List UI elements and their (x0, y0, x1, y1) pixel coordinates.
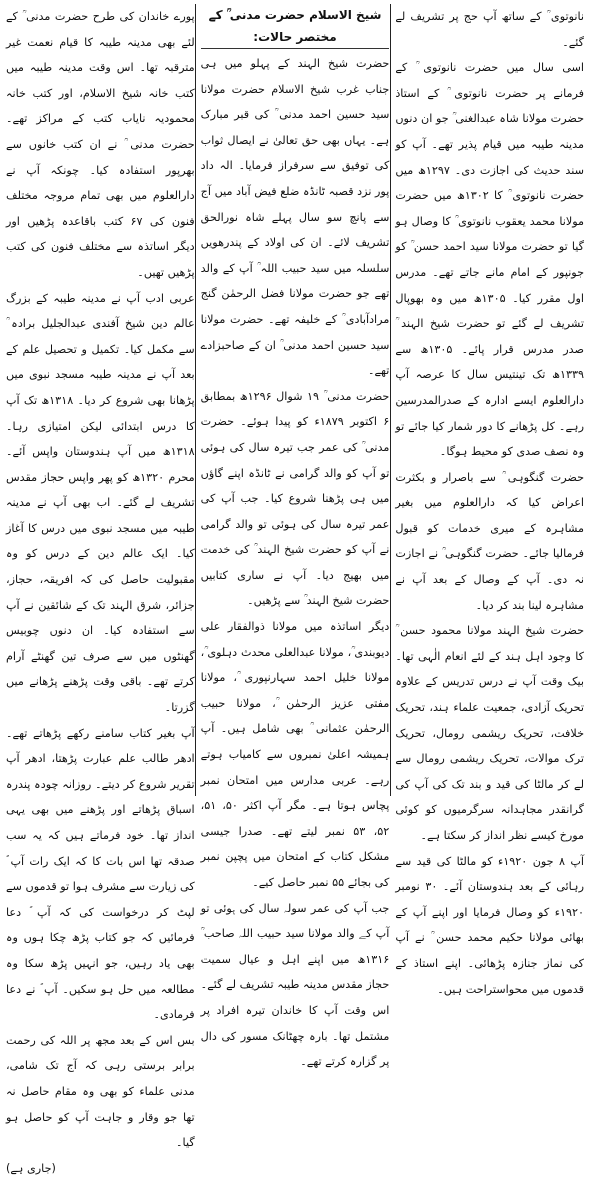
column-right (395, 4, 585, 996)
paragraph: حضرت مدنی ؒ ۱۹ شوال ۱۲۹۶ھ بمطابق ۶ اکتوبر ۱۸۷۹ء کو پیدا ہوئے۔ حضرت مدنی ؒ کی عمر جب تیرہ سال کی ہوئی تو آپ کو والد گرامی نے ٹانڈہ اپنے گاؤں میں ہی پڑھنا شروع کیا۔ جب آپ کی عمر تیرہ سال کی ہوئی تو والد گرامی نے آپ کو حضرت شیخ الہند ؒ کی خدمت میں بھیج دیا۔ آپ نے ساری کتابیں حضرت شیخ الہند ؒ سے پڑھیں۔ (200, 389, 390, 608)
paragraph: آپ بغیر کتاب سامنے رکھے پڑھاتے تھے۔ ادھر طالب علم عبارت پڑھتا، ادھر آپ تقریر شروع کر دیتے۔ روزانہ چودہ پندرہ اسباق پڑھاتے اور پڑھنے میں بھی یہی انداز تھا۔ خود فرماتے ہیں کہ یہ سب صدقہ تھا اس بات کا کہ ایک رات آپ ؐ کی زیارت سے مشرف ہوا تو قدموں سے لپٹ کر درخواست کی کہ آپ ؐ دعا فرمائیں کہ جو کتاب پڑھ چکا ہوں وہ بھی یاد رہیں، جو انہیں پڑھ سکا وہ مطالعہ میں حل ہو سکیں۔ آپ ؐ نے دعا فرمادی۔ (5, 726, 195, 1022)
column-left (5, 4, 195, 1175)
section-heading: شیخ الاسلام حضرت مدنی ؒ کے مختصر حالات: (201, 4, 390, 49)
column-divider (390, 4, 391, 796)
column-divider (195, 4, 196, 796)
paragraph: حضرت شیخ الہند کے پہلو میں ہی جناب غرب شیخ الاسلام حضرت مولانا سید حسین احمد مدنی ؒ کی قبر مبارک ہے۔ یہاں بھی حق تعالیٰ نے ایصال ثواب کی توفیق سے سرفراز فرمایا۔ الہ داد پور نزد قصبہ ٹانڈہ ضلع فیض آباد میں آج سے پانچ سو سال پہلے شاہ نورالحق تشریف لائے۔ ان کی اولاد کے پندرھویں سلسلہ میں سید حبیب اللہ ؒ آپ کے والد تھے جو حضرت مولانا فضل الرحمٰن گنج مرادآبادی ؒ کے خلیفہ تھے۔ حضرت مولانا سید حسین احمد مدنی ؒ ان کے صاحبزادے تھے۔ (200, 57, 390, 378)
paragraph: حضرت شیخ الہند مولانا محمود حسن ؒ کا وجود اہل ہند کے لئے انعام الٰہی تھا۔ بیک وقت آپ نے درس تدریس کے علاوہ تحریک آزادی، جمعیت علماء ہند، تحریک خلافت، تحریک ریشمی رومال، تحریک ترک موالات، تحریک ریشمی رومال سے لے کر مالٹا کی قید و بند تک کی آپ کی گرانقدر مجاہدانہ سرگرمیوں کو کوئی مورخ کیسے نظر انداز کر سکتا ہے۔ (395, 624, 584, 842)
column-middle (200, 4, 390, 1069)
paragraph: اسی سال میں حضرت نانوتوی ؒ کے فرمانے پر حضرت نانوتوی ؒ کے استاذ حضرت مولانا شاہ عبدالغنی ؒ جو ان دنوں مدینہ طیبہ میں قیام پذیر تھے۔ آپ کو سند حدیث کی اجازت دی۔ ۱۲۹۷ھ میں حضرت نانوتوی ؒ کا ۱۳۰۲ھ میں حضرت مولانا محمد یعقوب نانوتوی ؒ کا وصال ہو گیا تو حضرت مولانا سید احمد حسن ؒ کو جونپور کے امام مانے جاتے تھے۔ مدرس اول مقرر کیا۔ ۱۳۰۵ھ میں وہ بھوپال تشریف لے گئے تو حضرت شیخ الہند ؒ صدر مدرس قرار پائے۔ ۱۳۰۵ھ سے ۱۳۳۹ھ تک تینتیس سال کا عرصہ آپ دارالعلوم ایسے ادارہ کے صدرالمدرسین رہے۔ کل پڑھانے کا دور شمار کیا جائے تو وہ نصف صدی کو محیط ہوگا۔ (395, 61, 585, 459)
paragraph: پورے خاندان کی طرح حضرت مدنی ؒ کے لئے بھی مدینہ طیبہ کا قیام نعمت غیر مترقبہ تھا۔ اس وقت مدینہ طیبہ میں کتب خانہ شیخ الاسلام، اور کتب خانہ محمودیہ نایاب کتب کے مراکز تھے۔ حضرت مدنی ؒ نے ان کتب خانوں سے بھرپور استفادہ کیا۔ چونکہ آپ نے دارالعلوم میں بھی تمام مروجہ مختلف فنون کی ۶۷ کتب باقاعدہ پڑھیں اور دیگر اساتذہ سے مختلف فنون کی کتب پڑھیں تھیں۔ (5, 10, 195, 279)
continued-note: (جاری ہے) (5, 1161, 56, 1175)
paragraph: جب آپ کی عمر سولہ سال کی ہوئی تو آپ کے والد مولانا سید حبیب اللہ صاحب ؒ ۱۳۱۶ھ میں اپنے اہل و عیال سمیت حجاز مقدس مدینہ طیبہ تشریف لے گئے۔ اس وقت آپ کا خاندان تیرہ افراد پر مشتمل تھا۔ بارہ چھٹانک مسور کی دال پر گزارہ کرتے تھے۔ (200, 901, 390, 1069)
paragraph: بس اس کے بعد مجھ پر اللہ کی رحمت برابر برستی رہی کہ آج تک شامی، مدنی علماء کو بھی وہ مقام حاصل نہ تھا جو وقار و جاہت آپ کو حاصل ہو گیا۔ (5, 1033, 195, 1150)
paragraph: آپ ۸ جون ۱۹۲۰ء کو مالٹا کی قید سے رہائی کے بعد ہندوستان آئے۔ ۳۰ نومبر ۱۹۲۰ء کو وصال فرمایا اور اپنے آپ کے بھائی مولانا حکیم محمد حسن ؒ نے آپ کی نماز جنازہ پڑھائی۔ اپنے استاذ کے قدموں میں محواستراحت ہیں۔ (395, 854, 585, 996)
paragraph: نانوتوی ؒ کے ساتھ آپ حج پر تشریف لے گئے۔ (395, 10, 584, 49)
paragraph: حضرت گنگوہی ؒ سے باصرار و بکثرت اعراض کیا کہ دارالعلوم میں بغیر مشاہرہ کے میری خدمات کو قبول فرمالیا جائے۔ حضرت گنگوہی ؒ نے اجازت نہ دی۔ آپ کے وصال کے بعد آپ نے مشاہرہ لینا بند کر دیا۔ (395, 470, 584, 612)
paragraph: عربی ادب آپ نے مدینہ طیبہ کے بزرگ عالم دین شیخ آفندی عبدالجلیل برادہ ؒ سے مکمل کیا۔ تکمیل و تحصیل علم کے بعد آپ نے مدینہ طیبہ مسجد نبوی میں پڑھانا بھی شروع کر دیا۔ ۱۳۱۸ھ تک آپ کا درس ابتدائی لیکن امتیازی رہا۔ ۱۳۱۸ھ میں آپ ہندوستان واپس آئے۔ محرم ۱۳۲۰ھ کو پھر واپس حجاز مقدس تشریف لے گئے۔ اب بھی آپ نے مدینہ طیبہ میں مسجد نبوی میں درس کا آغاز کیا۔ ایک عالم دین کے درس کو وہ مقبولیت حاصل کی کہ افریقہ، حجاز، جزائر، شرق الہند تک کے شائقین نے آپ سے استفادہ کیا۔ ان دنوں چوبیس گھنٹوں میں سے صرف تین گھنٹے آرام کرتے تھے۔ باقی وقت پڑھنے پڑھانے میں گزرتا۔ (5, 291, 195, 715)
paragraph: دیگر اساتذہ میں مولانا ذوالفقار علی دیوبندی ؒ، مولانا عبدالعلی محدث دہلوی ؒ، مولانا خلیل احمد سہارنپوری ؒ، مولانا مفتی عزیز الرحمٰن ؒ، مولانا حبیب الرحمٰن عثمانی ؒ بھی شامل ہیں۔ آپ ہمیشہ اعلیٰ نمبروں سے کامیاب ہوتے رہے۔ عربی مدارس میں امتحان نمبر پچاس ہوتا ہے۔ مگر آپ اکثر ۵۰، ۵۱، ۵۲، ۵۳ نمبر لیتے تھے۔ صدرا جیسی مشکل کتاب کے امتحان میں پچپن نمبر کی بجائے ۵۵ نمبر حاصل کیے۔ (200, 620, 390, 889)
